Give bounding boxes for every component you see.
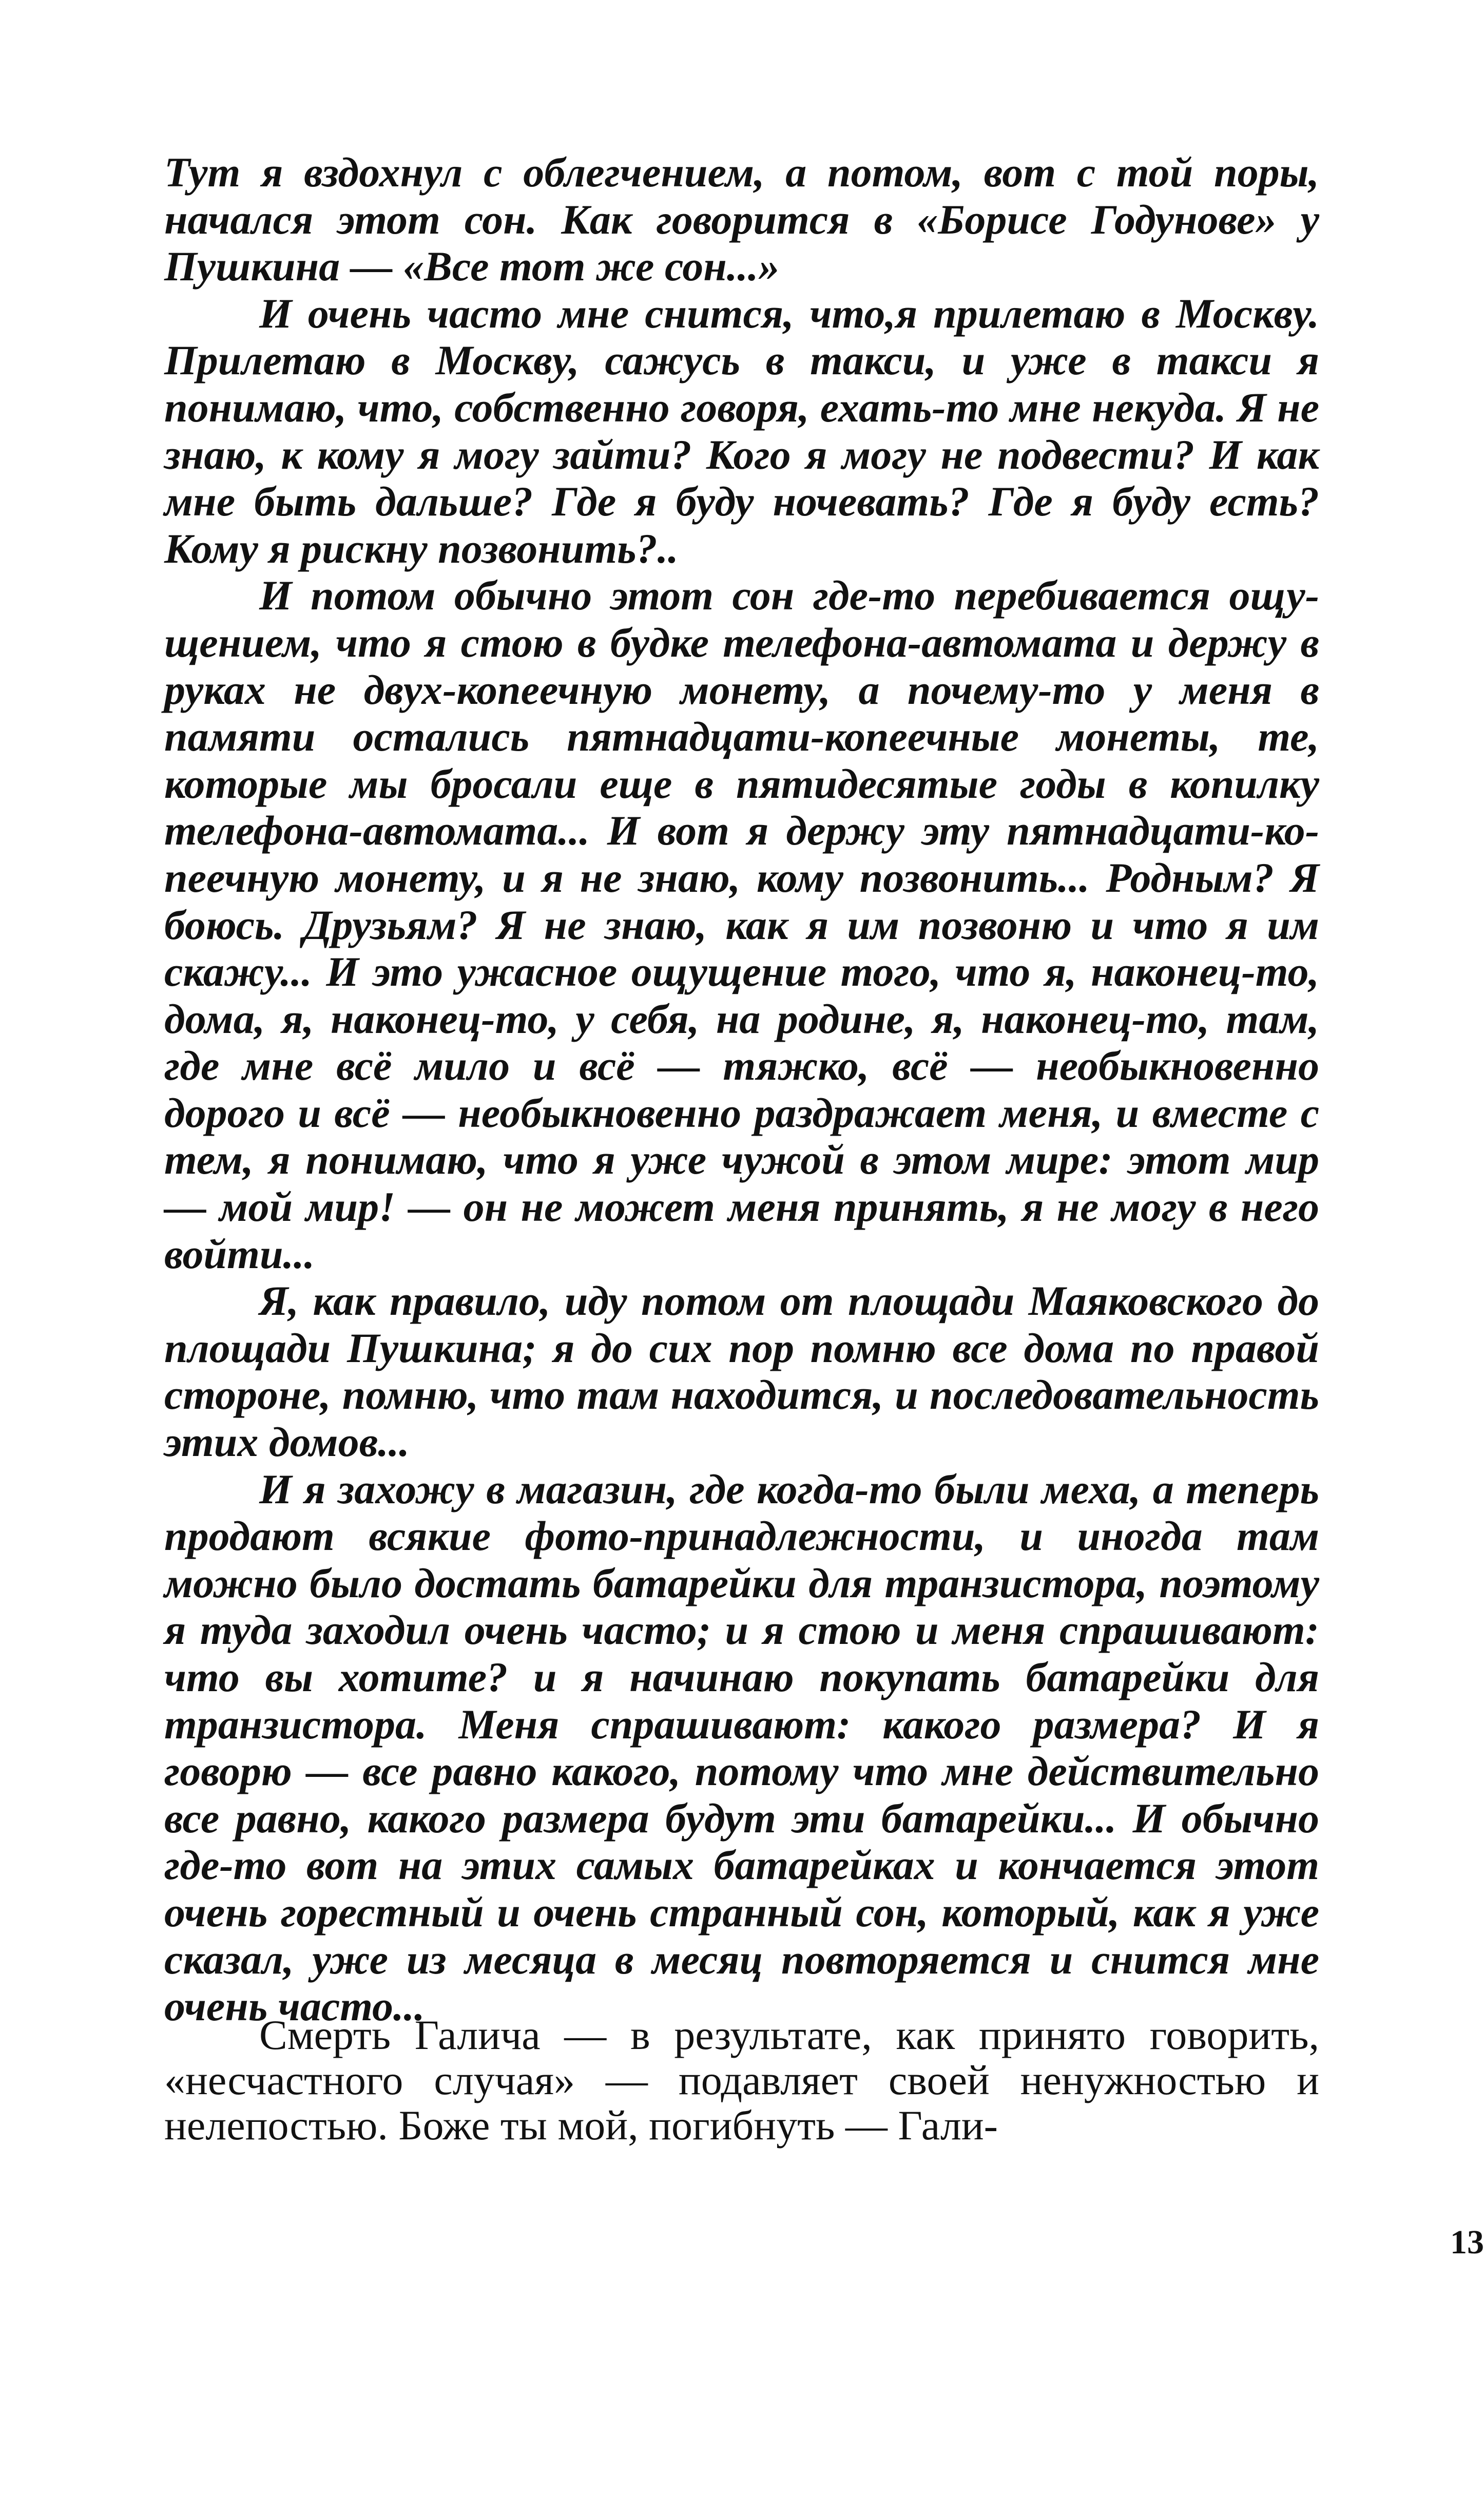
paragraph-2: И очень часто мне снится, что,я прилетаю в Москву. Прилетаю в Москву, сажусь в такси, и уже в такси я понимаю, что, собственно говоря, ехать-то мне некуда. Я не знаю, к кому я могу зайти? Кого я могу не подвести? И как мне быть дальше? Где я буду ночевать? Где я буду есть? Кому я рискну позвонить?..	[164, 290, 1319, 572]
paragraph-3: И потом обычно этот сон где-то перебивается ощущением, что я стою в будке телефона-автомата и держу в руках не двух-копеечную монету, а почему-то у меня в памяти остались пятнадцати-копеечные монеты, те, которые мы бросали еще в пятидесятые годы в копилку телефона-автомата... И вот я держу эту пятнадцати-копеечную монету, и я не знаю, кому позвонить... Родным? Я боюсь. Друзьям? Я не знаю, как я им позвоню и что я им скажу... И это ужасное ощущение того, что я, наконец-то, дома, я, наконец-то, у себя, на родине, я, наконец-то, там, где мне всё мило и всё — тяжко, всё — необыкновенно дорого и всё — необыкновенно раздражает меня, и вместе с тем, я понимаю, что я уже чужой в этом мире: этот мир — мой мир! — он не может меня принять, я не могу в него войти...	[164, 572, 1319, 1277]
quoted-monologue	[164, 149, 1319, 2030]
paragraph-4: Я, как правило, иду потом от площади Маяковского до площади Пушкина; я до сих пор помню все дома по правой стороне, помню, что там находится, и последовательность этих домов...	[164, 1277, 1319, 1466]
paragraph-6: Смерть Галича — в результате, как принято говорить, «несчастного случая» — подавляет своей ненужностью и нелепостью. Боже ты мой, погибнуть — Гали-	[164, 2012, 1319, 2149]
book-page	[164, 149, 1484, 2261]
page-number: 13	[1450, 2224, 1484, 2261]
paragraph-5: И я захожу в магазин, где когда-то были меха, а теперь продают всякие фото-принадлежности, и иногда там можно было достать батарейки для транзистора, поэтому я туда заходил очень часто; и я стою и меня спрашивают: что вы хотите? и я начинаю покупать батарейки для транзистора. Меня спрашивают: какого размера? И я говорю — все равно какого, потому что мне действительно все равно, какого размера будут эти батарейки... И обычно где-то вот на этих самых батарейках и кончается этот очень горестный и очень странный сон, который, как я уже сказал, уже из месяца в месяц повторяется и снится мне очень часто...	[164, 1465, 1319, 2030]
paragraph-1: Тут я вздохнул с облегчением, а потом, вот с той поры, начался этот сон. Как говорится в «Борисе Годунове» у Пушкина — «Все тот же сон...»	[164, 149, 1319, 290]
author-text	[164, 2013, 1319, 2148]
